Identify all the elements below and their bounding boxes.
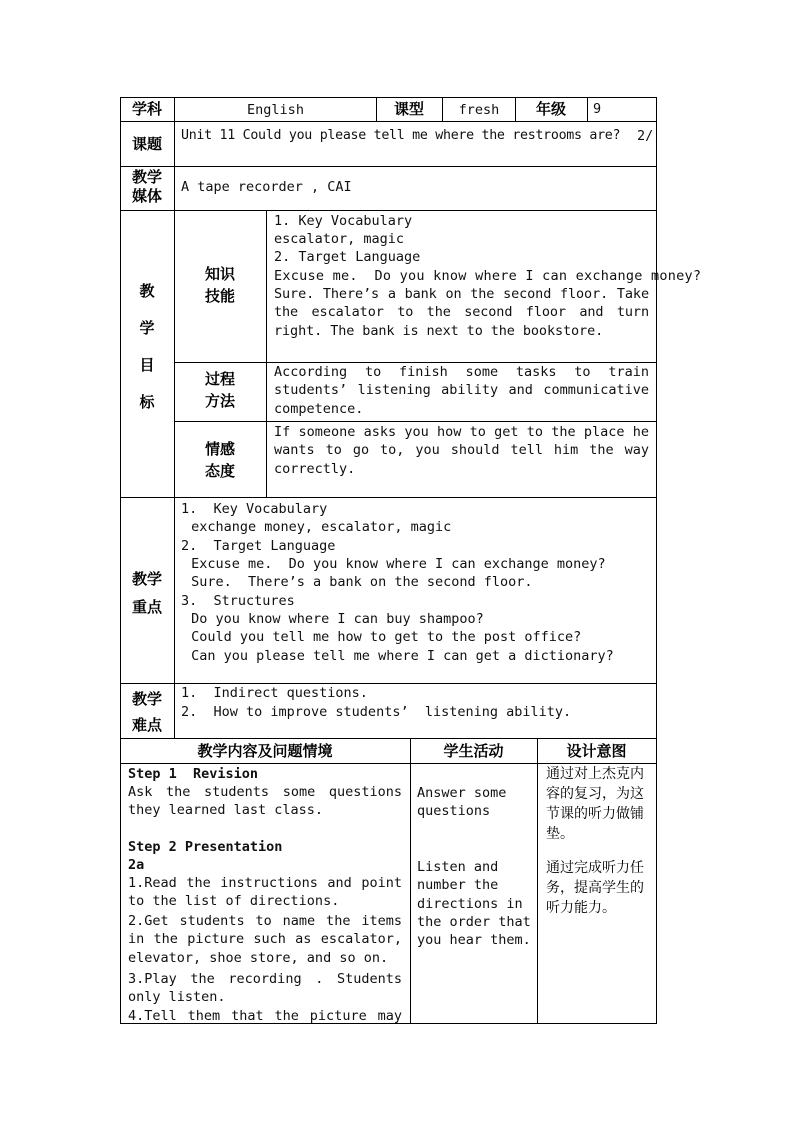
row-line <box>120 121 657 122</box>
course-type-label: 课型 <box>393 100 424 118</box>
process-label-1: 过程 <box>204 370 235 388</box>
knowledge-line: 2. Target Language <box>274 249 421 265</box>
media-label-1: 教学 <box>131 168 162 186</box>
step2-title: Step 2 Presentation <box>128 839 283 855</box>
key-point-line: 3. Structures <box>181 593 295 609</box>
knowledge-line: Excuse me. Do you know where I can exchange money? <box>274 268 702 284</box>
objectives-side-char-1: 教 <box>139 282 155 300</box>
difficulty-line: 2. How to improve students’ listening ability. <box>181 704 572 720</box>
row-line <box>120 738 657 739</box>
knowledge-line: escalator, magic <box>274 231 405 247</box>
table-border-right <box>656 97 657 1024</box>
key-points-label-2: 重点 <box>131 598 162 616</box>
difficulty-line: 1. Indirect questions. <box>181 685 368 701</box>
topic-page-marker: 2/ <box>637 128 654 144</box>
key-point-line: 2. Target Language <box>181 538 336 554</box>
objectives-side-char-3: 目 <box>139 356 155 374</box>
table-border-left <box>120 97 121 1024</box>
difficulties-label-1: 教学 <box>131 690 162 708</box>
key-point-line: Excuse me. Do you know where I can exchange money? <box>183 556 606 572</box>
key-point-line: exchange money, escalator, magic <box>183 519 452 535</box>
row-line <box>120 166 657 167</box>
knowledge-label-2: 技能 <box>204 287 235 305</box>
header-design-intent: 设计意图 <box>566 742 627 760</box>
knowledge-line: Sure. There’s a bank on the second floor. Take the escalator to the second floor and turn right. The bank is next to the bookstore. <box>274 286 649 339</box>
header-content: 教学内容及问题情境 <box>197 742 333 760</box>
col-line <box>410 738 411 1024</box>
subject-label: 学科 <box>131 100 162 118</box>
row-line <box>120 210 657 211</box>
knowledge-line: 1. Key Vocabulary <box>274 213 413 229</box>
col-line <box>174 121 175 738</box>
process-text: According to finish some tasks to train students’ listening ability and communicative competence. <box>274 364 649 417</box>
step2-item: 3.Play the recording . Students only listen. <box>128 971 402 1006</box>
media-label-2: 媒体 <box>131 187 162 205</box>
topic-value: Unit 11 Could you please tell me where the restrooms are? <box>181 128 621 143</box>
topic-label: 课题 <box>131 135 162 153</box>
student-activity-2: Listen and number the directions in the order that you hear them. <box>417 859 531 949</box>
key-point-line: Can you please tell me where I can get a dictionary? <box>183 648 614 664</box>
key-point-line: Could you tell me how to get to the post office? <box>183 629 582 645</box>
step2-item: 1.Read the instructions and point to the list of directions. <box>128 875 402 910</box>
col-line <box>537 738 538 1024</box>
key-point-line: Do you know where I can buy shampoo? <box>183 611 484 627</box>
student-activity-1: Answer some questions <box>417 785 507 820</box>
media-value: A tape recorder , CAI <box>181 179 352 195</box>
header-student-activity: 学生活动 <box>443 742 504 760</box>
step2-item: 4.Tell them that the picture may <box>128 1008 402 1024</box>
key-points-label-1: 教学 <box>131 570 162 588</box>
grade-value: 9 <box>593 101 602 117</box>
grade-label: 年级 <box>535 100 566 118</box>
step2-item: 2.Get students to name the items in the picture such as escalator, elevator, shoe store, and so on. <box>128 913 402 966</box>
difficulties-label-2: 难点 <box>131 716 162 734</box>
key-point-line: 1. Key Vocabulary <box>181 501 328 517</box>
objectives-side-char-4: 标 <box>139 393 155 411</box>
row-line <box>174 421 657 422</box>
col-line <box>266 210 267 497</box>
step1-text: Ask the students some questions they learned last class. <box>128 784 402 819</box>
knowledge-label-1: 知识 <box>204 265 235 283</box>
step2-subtitle: 2a <box>128 857 145 873</box>
emotion-label-1: 情感 <box>204 440 235 458</box>
objectives-side-char-2: 学 <box>139 319 155 337</box>
design-intent-2: 通过完成听力任务，提高学生的听力能力。 <box>546 860 644 916</box>
key-point-line: Sure. There’s a bank on the second floor. <box>183 574 533 590</box>
subject-value: English <box>247 102 304 118</box>
process-label-2: 方法 <box>204 392 235 410</box>
emotion-text: If someone asks you how to get to the place he wants to go to, you should tell him the way correctly. <box>274 424 649 477</box>
col-line <box>587 97 588 121</box>
emotion-label-2: 态度 <box>204 462 235 480</box>
design-intent-1: 通过对上杰克内容的复习，为这节课的听力做铺垫。 <box>546 766 644 842</box>
step1-title: Step 1 Revision <box>128 766 259 782</box>
row-line <box>120 497 657 498</box>
course-type-value: fresh <box>458 102 500 118</box>
